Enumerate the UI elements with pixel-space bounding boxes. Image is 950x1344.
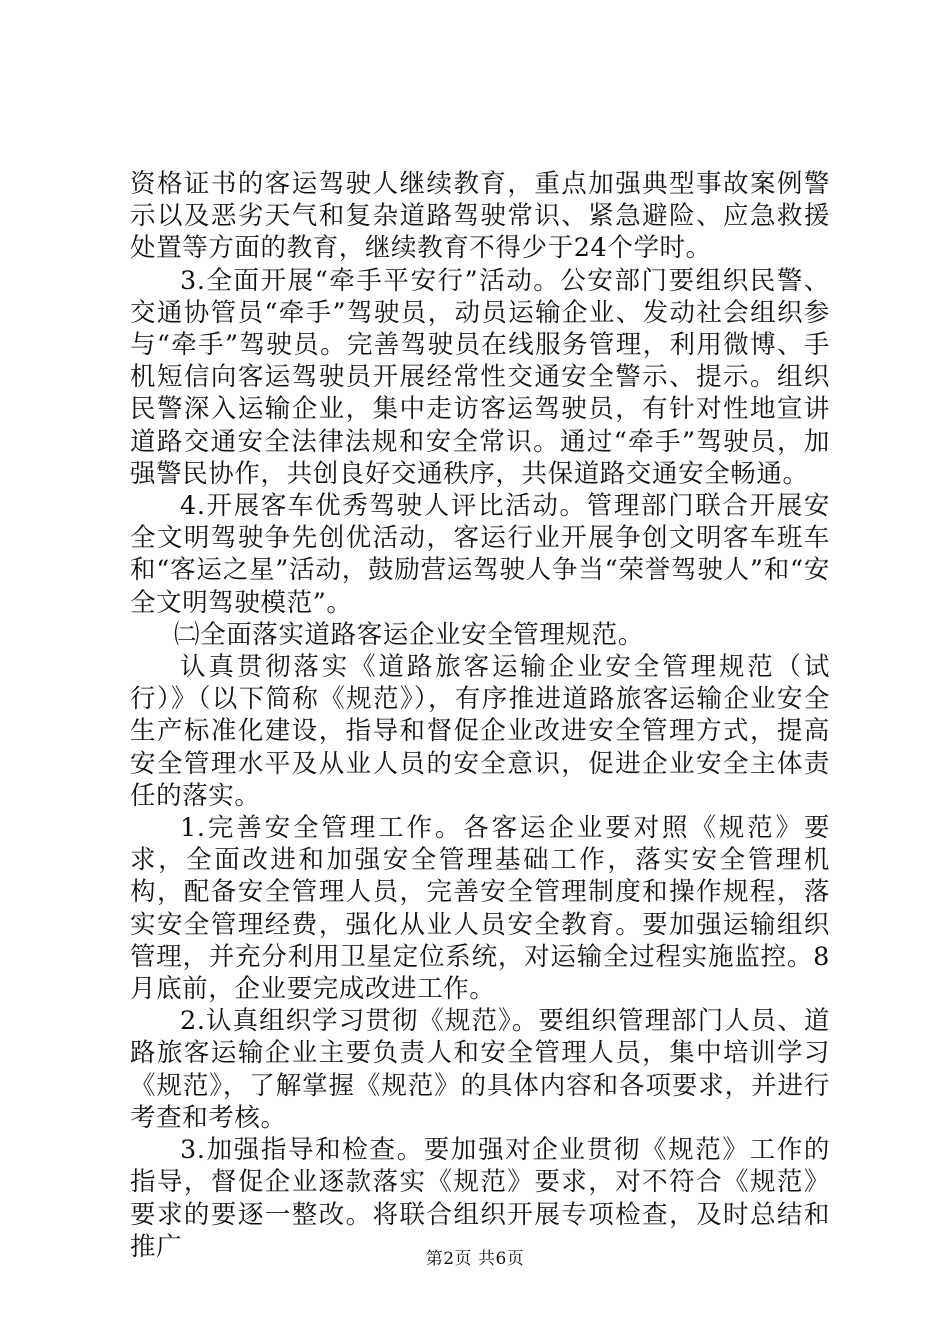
paragraph-continuation: 资格证书的客运驾驶人继续教育，重点加强典型事故案例警示以及恶劣天气和复杂道路驾驶常识、紧急避险、应急救援处置等方面的教育，继续教育不得少于24个学时。	[130, 169, 830, 264]
paragraph-item-3-inspection: 3.加强指导和检查。要加强对企业贯彻《规范》工作的指导，督促企业逐款落实《规范》要求，对不符合《规范》要求的要逐一整改。将联合组织开展专项检查，及时总结和推广	[130, 1135, 830, 1262]
paragraph-item-1-safety-management: 1.完善安全管理工作。各客运企业要对照《规范》要求，全面改进和加强安全管理基础工作，落实安全管理机构，配备安全管理人员，完善安全管理制度和操作规程，落实安全管理经费，强化从业人员安全教育。要加强运输组织管理，并充分利用卫星定位系统，对运输全过程实施监控。8月底前，企业要完成改进工作。	[130, 813, 830, 1005]
paragraph-item-3-safe-travel: 3.全面开展“牵手平安行”活动。公安部门要组织民警、交通协管员“牵手”驾驶员，动员运输企业、发动社会组织参与“牵手”驾驶员。完善驾驶员在线服务管理，利用微博、手机短信向客运驾驶员开展经常性交通安全警示、提示。组织民警深入运输企业，集中走访客运驾驶员，有针对性地宣讲道路交通安全法律法规和安全常识。通过“牵手”驾驶员，加强警民协作，共创良好交通秩序，共保道路交通安全畅通。	[130, 265, 830, 489]
document-body	[130, 168, 830, 1263]
page-number-footer: 第2页 共6页	[425, 1249, 525, 1269]
paragraph-item-2-study-norms: 2.认真组织学习贯彻《规范》。要组织管理部门人员、道路旅客运输企业主要负责人和安全管理人员，集中培训学习《规范》，了解掌握《规范》的具体内容和各项要求，并进行考查和考核。	[130, 1006, 830, 1133]
paragraph-item-4-driver-awards: 4.开展客车优秀驾驶人评比活动。管理部门联合开展安全文明驾驶争先创优活动，客运行业开展争创文明客车班车和“客运之星”活动，鼓励营运驾驶人争当“荣誉驾驶人”和“安全文明驾驶模范”。	[130, 491, 830, 618]
section-heading-2: ㈡全面落实道路客运企业安全管理规范。	[174, 619, 644, 650]
paragraph-section-intro: 认真贯彻落实《道路旅客运输企业安全管理规范（试行）》（以下简称《规范》），有序推进道路旅客运输企业安全生产标准化建设，指导和督促企业改进安全管理方式，提高安全管理水平及从业人员的安全意识，促进企业安全主体责任的落实。	[130, 652, 830, 811]
